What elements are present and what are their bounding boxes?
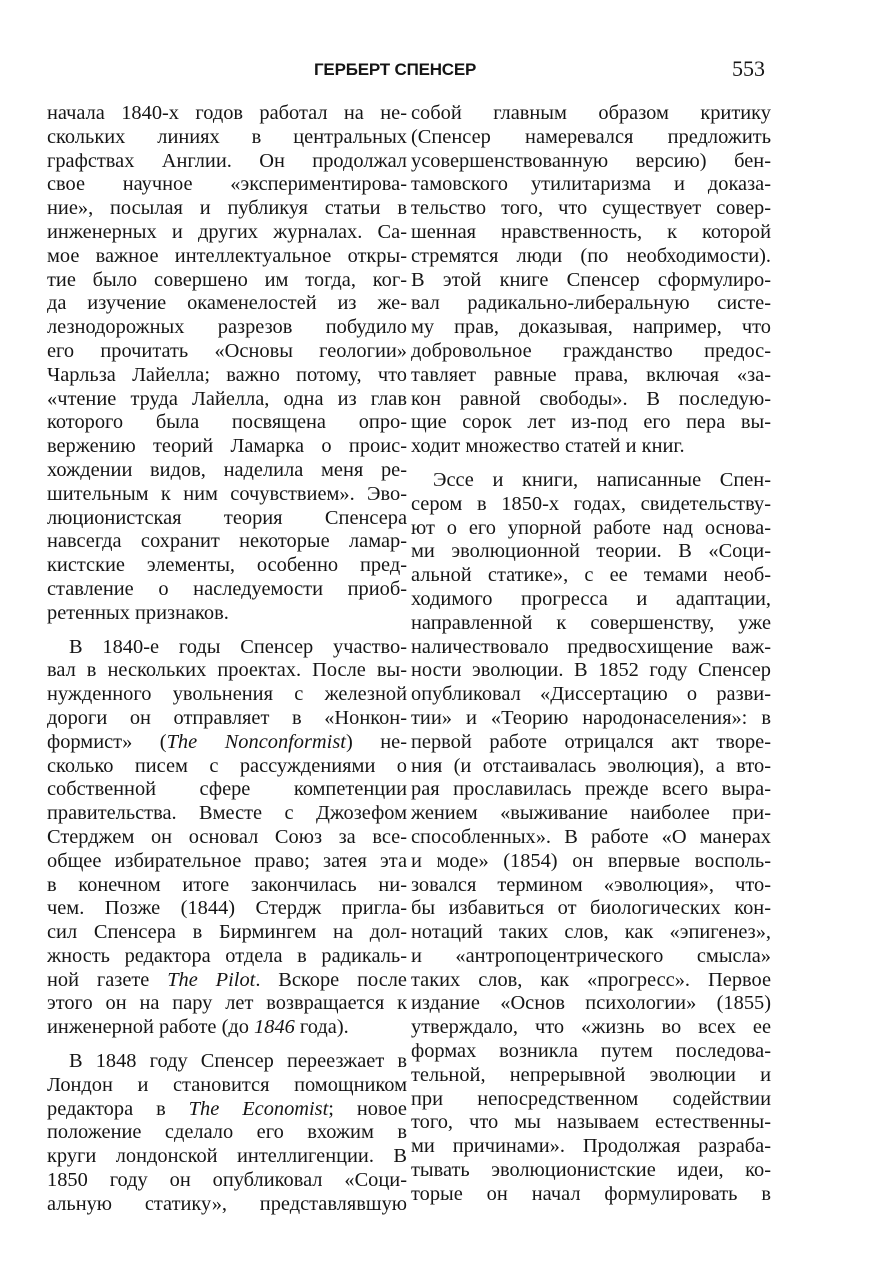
text-line: сколько писем с рассуждениями о (47, 754, 407, 777)
text-line: да изучение окаменелостей из же- (47, 292, 407, 315)
text-line: мое важное интеллектуальное откры- (47, 244, 407, 267)
text-line: собственной сфере компетенции (47, 778, 407, 801)
text-line: наличествовало предвосхищение важ- (411, 635, 771, 658)
text-line: скольких линиях в центральных (47, 125, 407, 148)
text-line: в конечном итоге закончилась ни- (47, 873, 407, 896)
text-line: ной газете The Pilot. Вскоре после (47, 968, 407, 991)
text-line: и моде» (1854) он впервые восполь- (411, 849, 771, 872)
text-line: формах возникла путем последова- (411, 1040, 771, 1063)
text-line: направленной к совершенству, уже (411, 611, 771, 634)
text-line: жность редактора отдела в радикаль- (47, 944, 407, 967)
text-line: сером в 1850-х годах, свидетельству- (411, 492, 771, 515)
text-line: рая прославилась прежде всего выра- (411, 778, 771, 801)
text-line: ности эволюции. В 1852 году Спенсер (411, 659, 771, 682)
paragraph-gap (411, 459, 771, 469)
text-line: тии» и «Теорию народонаселения»: в (411, 706, 771, 729)
text-line: тельство того, что существует совер- (411, 197, 771, 220)
text-line: которого была посвящена опро- (47, 411, 407, 434)
text-line: Стерджем он основал Союз за все- (47, 825, 407, 848)
text-line: щие сорок лет из-под его пера вы- (411, 411, 771, 434)
text-line: вал в нескольких проектах. После вы- (47, 659, 407, 682)
left-column (47, 102, 407, 1217)
text-line: ходимого прогресса и адаптации, (411, 587, 771, 610)
text-line: му прав, доказывая, например, что (411, 316, 771, 339)
text-line: утверждало, что «жизнь во всех ее (411, 1016, 771, 1039)
text-line: свое научное «экспериментирова- (47, 173, 407, 196)
text-line: способленных». В работе «О манерах (411, 825, 771, 848)
text-line: дороги он отправляет в «Нонкон- (47, 706, 407, 729)
page-number: 553 (732, 56, 765, 81)
text-line: кистские элементы, особенно пред- (47, 554, 407, 577)
text-line: собой главным образом критику (411, 102, 771, 124)
running-head-title: ГЕРБЕРТ СПЕНСЕР (314, 60, 477, 79)
text-line: ют о его упорной работе над основа- (411, 516, 771, 539)
text-line: шенная нравственность, к которой (411, 220, 771, 243)
text-line: В 1840-е годы Спенсер участво- (69, 635, 407, 658)
paragraph-gap (47, 626, 407, 636)
text-line: люционистская теория Спенсера (47, 506, 407, 529)
text-line: навсегда сохранит некоторые ламар- (47, 530, 407, 553)
text-line: правительства. Вместе с Джозефом (47, 802, 407, 825)
text-line: того, что мы называем естественны- (411, 1111, 771, 1134)
text-line: торые он начал формулировать в (411, 1182, 771, 1205)
text-line: «чтение труда Лайелла, одна из глав (47, 387, 407, 410)
text-line: ставление о наследуемости приоб- (47, 577, 407, 600)
text-line: ми причинами». Продолжая разраба- (411, 1135, 771, 1158)
text-line: таких слов, как «прогресс». Первое (411, 968, 771, 991)
text-line: редактора в The Economist; новое (47, 1097, 407, 1120)
text-line: ретенных признаков. (47, 601, 229, 624)
text-line: этого он на пару лет возвращается к (47, 992, 407, 1015)
text-line: вал радикально-либеральную систе- (411, 292, 771, 315)
text-line: при непосредственном содействии (411, 1087, 771, 1110)
text-line: бы избавиться от биологических кон- (411, 897, 771, 920)
text-line: Лондон и становится помощником (47, 1073, 407, 1096)
text-line: хождении видов, наделила меня ре- (47, 458, 407, 481)
text-line: ния (и отстаивалась эволюция), а вто- (411, 754, 771, 777)
text-line: круги лондонской интеллигенции. В (47, 1145, 407, 1168)
text-line: вержению теорий Ламарка о проис- (47, 435, 407, 458)
text-line: стремятся люди (по необходимости). (411, 244, 771, 267)
text-line: инженерной работе (до 1846 года). (47, 1016, 349, 1039)
text-line: начала 1840-х годов работал на не- (47, 102, 407, 124)
text-line: графствах Англии. Он продолжал (47, 149, 407, 172)
text-line: лезнодорожных разрезов побудило (47, 316, 407, 339)
text-line: нужденного увольнения с железной (47, 683, 407, 706)
text-line: нотаций таких слов, как «эпигенез», (411, 921, 771, 944)
text-line: общее избирательное право; затея эта (47, 849, 407, 872)
text-line: ми эволюционной теории. В «Соци- (411, 540, 771, 563)
text-line: тельной, непрерывной эволюции и (411, 1063, 771, 1086)
text-line: Чарльза Лайелла; важно потому, что (47, 363, 407, 386)
text-line: альную статику», представлявшую (47, 1192, 407, 1215)
text-line: чем. Позже (1844) Стердж пригла- (47, 897, 407, 920)
running-head (0, 56, 880, 86)
text-line: издание «Основ психологии» (1855) (411, 992, 771, 1015)
text-line: инженерных и других журналах. Са- (47, 220, 407, 243)
text-line: первой работе отрицался акт творе- (411, 730, 771, 753)
right-column (411, 102, 771, 1207)
text-line: Эссе и книги, написанные Спен- (433, 468, 771, 491)
text-line: усовершенствованную версию) бен- (411, 149, 771, 172)
text-line: жением «выживание наиболее при- (411, 802, 771, 825)
text-line: В 1848 году Спенсер переезжает в (69, 1050, 407, 1073)
text-line: зовался термином «эволюция», что- (411, 873, 771, 896)
text-line: положение сделало его вхожим в (47, 1121, 407, 1144)
paragraph-gap (47, 1040, 407, 1050)
text-line: ходит множество статей и книг. (411, 435, 685, 458)
text-line: кон равной свободы». В последую- (411, 387, 771, 410)
text-line: альной статике», с ее темами необ- (411, 564, 771, 587)
text-line: его прочитать «Основы геологии» (47, 339, 407, 362)
text-line: тывать эволюционистские идеи, ко- (411, 1159, 771, 1182)
text-line: и «антропоцентрического смысла» (411, 944, 771, 967)
text-line: формист» (The Nonconformist) не- (47, 730, 407, 753)
text-line: В этой книге Спенсер сформулиро- (411, 268, 771, 291)
text-line: (Спенсер намеревался предложить (411, 125, 771, 148)
text-line: тавляет равные права, включая «за- (411, 363, 771, 386)
text-line: тамовского утилитаризма и доказа- (411, 173, 771, 196)
text-line: сил Спенсера в Бирмингем на дол- (47, 921, 407, 944)
text-line: добровольное гражданство предос- (411, 339, 771, 362)
text-line: шительным к ним сочувствием». Эво- (47, 482, 407, 505)
text-line: 1850 году он опубликовал «Соци- (47, 1169, 407, 1192)
text-line: опубликовал «Диссертацию о разви- (411, 683, 771, 706)
text-line: ние», посылая и публикуя статьи в (47, 197, 407, 220)
text-line: тие было совершено им тогда, ког- (47, 268, 407, 291)
